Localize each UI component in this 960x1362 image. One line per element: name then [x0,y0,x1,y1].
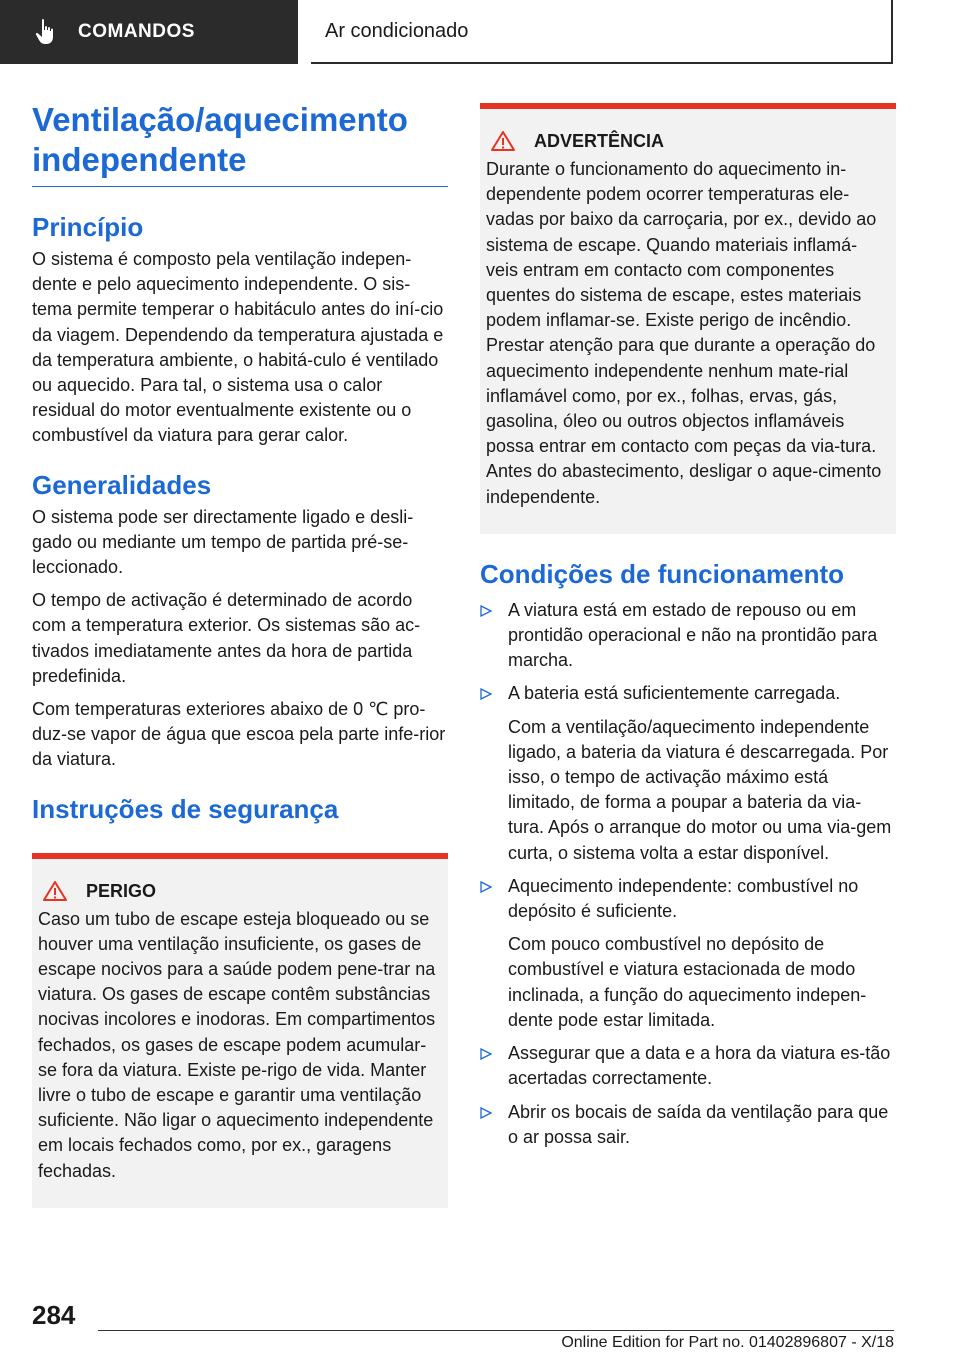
touch-hand-icon [34,18,58,46]
list-item [480,598,896,674]
warning-triangle-icon [42,880,68,902]
header-section-tab [0,0,298,64]
list-item-text: A bateria está suficientemente carregada. [508,683,841,704]
list-item-subtext: Com a ventilação/aquecimento independente ligado, a bateria da viatura é descarregada. Por isso, o tempo de activação máximo está limitado, de forma a poupar a bateria da via-tura. Após o arranque do motor ou uma via-gem curta, o sistema volta a estar disponível. [508,716,892,863]
danger-box [32,853,448,1208]
heading-condicoes: Condições de funcionamento [480,558,845,589]
danger-box-title-row [42,879,440,903]
heading-generalidades: Generalidades [32,469,212,500]
list-item [480,874,896,1033]
list-item [480,1100,896,1150]
danger-box-title: PERIGO [86,880,157,901]
list-item [480,681,896,865]
bullet-triangle-icon [480,605,492,617]
generalidades-p3: Com temperaturas exteriores abaixo de 0 ℃ pro-duz-se vapor de água que escoa pela parte infe-rior da viatura. [32,699,446,770]
warning-box-title: ADVERTÊNCIA [534,131,665,151]
header-subject-box [311,0,893,64]
danger-box-text: Caso um tubo de escape esteja bloqueado ou se houver uma ventilação insuficiente, os gases de escape nocivos para a saúde podem pene-trar na viatura. Os gases de escape contêm substâncias nocivas incolores e inodoras. Em compartimentos fechados, os gases de escape podem acumular-se fora da viatura. Existe pe-rigo de vida. Manter livre o tubo de escape e garantir uma ventilação suficiente. Não ligar o aquecimento independente em locais fechados como, por ex., garagens fechadas. [38,908,436,1181]
bullet-triangle-icon [480,1048,492,1060]
warning-box-text: Durante o funcionamento do aquecimento in-dependente podem ocorrer temperaturas ele-vadas por baixo da carroçaria, por ex., devido ao sistema de escape. Quando materiais inflamá-veis entram em contacto com componentes quentes do sistema de escape, estes materiais podem inflamar-se. Existe perigo de incêndio. Prestar atenção para que durante a operação do aquecimento independente nenhum mate-rial inflamável como, por ex., folhas, ervas, gás, gasolina, óleo ou outros objectos inflamáveis possa entrar em contacto com peças da via-tura. Antes do abastecimento, desligar o aque-cimento independente. [486,159,882,507]
list-item-text: Abrir os bocais de saída da ventilação para que o ar possa sair. [508,1101,889,1147]
principio-text: O sistema é composto pela ventilação indepen-dente e pelo aquecimento independente. O sis-tema permite temperar o habitáculo antes do iní-cio da viagem. Dependendo da temperatura ajustada e da temperatura ambiente, o habitá-culo é ventilado ou aquecido. Para tal, o sistema usa o calor residual do motor eventualmente existente ou o combustível da viatura para gerar calor. [32,249,444,446]
header-section-label: COMANDOS [78,21,195,42]
generalidades-p2: O tempo de activação é determinado de acordo com a temperatura exterior. Os sistemas são ac-tivados imediatamente antes da hora de partida predefinida. [32,590,421,686]
list-item [480,1041,896,1091]
heading-principio: Princípio [32,212,144,242]
list-item-text: A viatura está em estado de repouso ou em prontidão operacional e não na prontidão para marcha. [508,599,878,671]
footer-divider [98,1330,894,1331]
list-item-subtext: Com pouco combustível no depósito de combustível e viatura estacionada de modo inclinada, a função do aquecimento indepen-dente pode estar limitada. [508,934,867,1030]
footer-edition: Online Edition for Part no. 01402896807 - X/18 [561,1334,894,1351]
page-title: Ventilação/aquecimento independente [32,100,448,187]
warning-triangle-icon [490,130,516,152]
bullet-triangle-icon [480,1107,492,1119]
bullet-triangle-icon [480,688,492,700]
header-subject-label: Ar condicionado [325,19,469,42]
generalidades-p1: O sistema pode ser directamente ligado e desli-gado ou mediante um tempo de partida pré-se-leccionado. [32,506,414,578]
list-item-text: Aquecimento independente: combustível no depósito é suficiente. [508,875,859,922]
list-item-text: Assegurar que a data e a hora da viatura es-tão acertadas correctamente. [508,1043,891,1089]
heading-seguranca: Instruções de segurança [32,793,339,824]
right-column [480,103,896,1158]
bullet-triangle-icon [480,881,492,893]
page-number: 284 [32,1300,76,1330]
condicoes-list [480,598,896,1150]
warning-box [480,103,896,534]
warning-box-title-row [490,129,888,153]
left-column [32,100,448,1208]
